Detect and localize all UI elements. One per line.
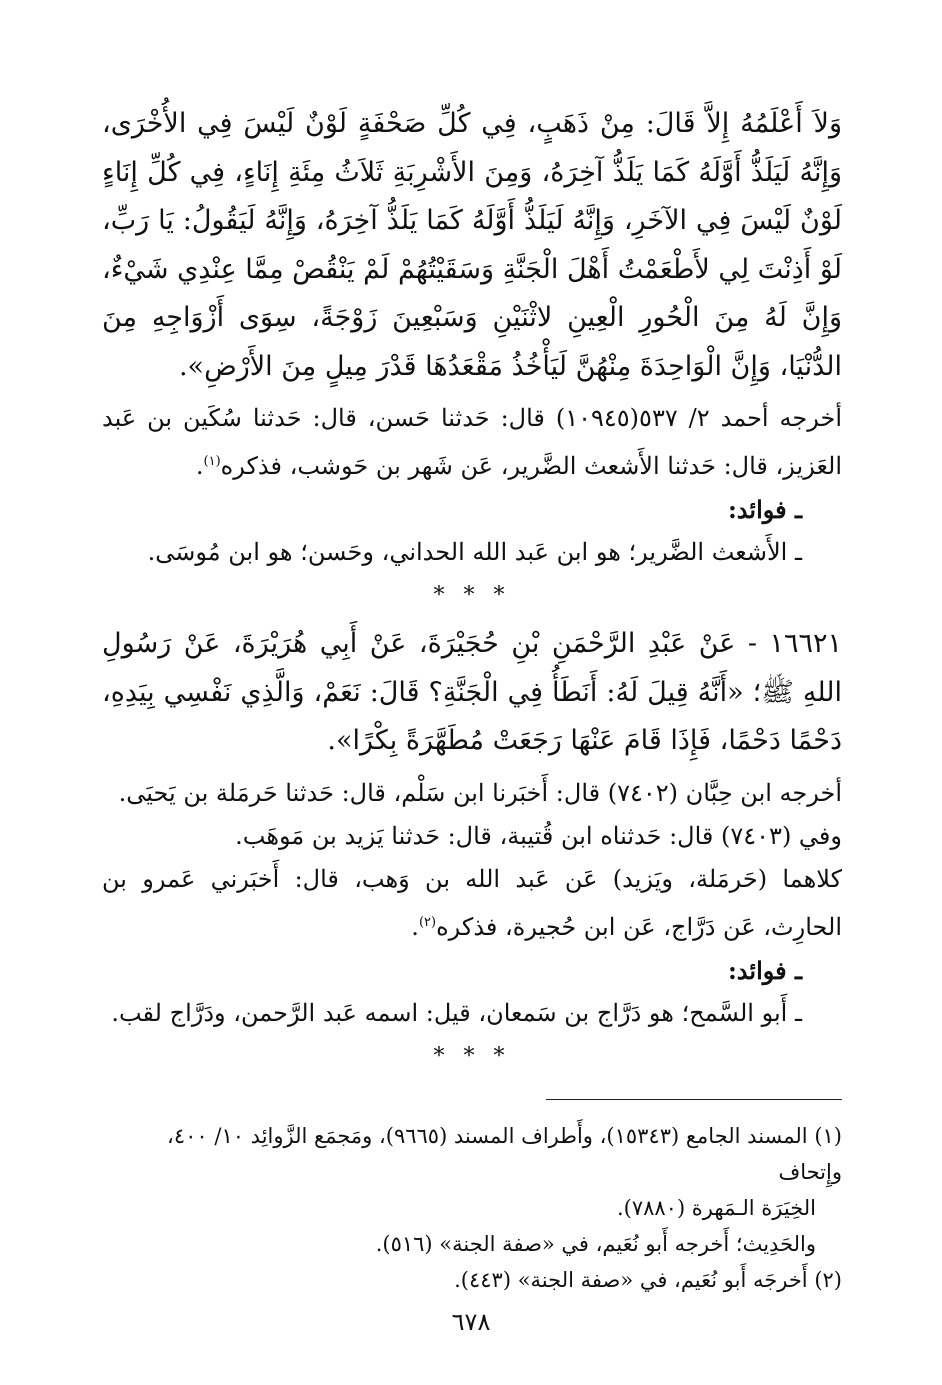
- fawaid-heading-2: ـ فوائد:: [727, 955, 802, 985]
- footnote-divider: [546, 1099, 842, 1100]
- hadith-continuation: وَلاَ أَعْلَمُهُ إِلاَّ قَالَ: مِنْ ذَهَبٍ، فِي كُلِّ صَحْفَةٍ لَوْنٌ لَيْسَ فِي الأُخْرَى، وَإِنَّهُ لَيَلَذُّ أَوَّلَهُ كَمَا يَلَذُّ آخِرَهُ، وَمِنَ الأَشْرِبَةِ ثَلاَثُ مِئَةِ إِنَاءٍ، فِي كُلِّ إِنَاءٍ لَوْنٌ لَيْسَ فِي الآخَرِ، وَإِنَّهُ لَيَلَذُّ أَوَّلَهُ كَمَا يَلَذُّ آخِرَهُ، وَإِنَّهُ لَيَقُولُ: يَا رَبِّ، لَوْ أَذِنْتَ لِي لأَطْعَمْتُ أَهْلَ الْجَنَّةِ وَسَقَيْتُهُمْ لَمْ يَنْقُصْ مِمَّا عِنْدِي شَيْءٌ، وَإِنَّ لَهُ مِنَ الْحُورِ الْعِينِ لاثْنَيْنِ وَسَبْعِينَ زَوْجَةً، سِوَى أَزْوَاجِهِ مِنَ الدُّنْيَا، وَإِنَّ الْوَاحِدَةَ مِنْهُنَّ لَيَأْخُذُ مَقْعَدُهَا قَدْرَ مِيلٍ مِنَ الأَرْضِ».: [102, 108, 842, 382]
- footnote-ref-1[interactable]: (١): [203, 454, 221, 469]
- takhrij-line-2: وفي (٧٤٠٣) قال: حَدثناه ابن قُتيبة، قال: حَدثنا يَزيد بن مَوهَب.: [235, 821, 842, 850]
- footnote-ref-2[interactable]: (٢): [418, 914, 437, 930]
- section-separator: * * *: [433, 583, 511, 608]
- page-number: ٦٧٨: [451, 1308, 491, 1336]
- hadith-16621: ١٦٦٢١ - عَنْ عَبْدِ الرَّحْمَنِ بْنِ حُجَيْرَةَ، عَنْ أَبِي هُرَيْرَةَ، عَنْ رَسُولِ اللهِ ﷺ؛ «أَنَّهُ قِيلَ لَهُ: أَنَطَأُ فِي الْجَنَّةِ؟ قَالَ: نَعَمْ، وَالَّذِي نَفْسِي بِيَدِهِ، دَحْمًا دَحْمًا، فَإِذَا قَامَ عَنْهَا رَجَعَتْ مُطَهَّرَةً بِكْرًا».: [102, 628, 842, 756]
- takhrij-paragraph-1: أخرجه أحمد ٢/ ٥٣٧(١٠٩٤٥) قال: حَدثنا حَسن، قال: حَدثنا سُكَين بن عَبد العَزيز، قال: حَدثنا الأَشعث الضَّرير، عَن شَهر بن حَوشب، فذكره$^{(١)}$.: [102, 404, 842, 480]
- fawaid-heading-1: ـ فوائد:: [727, 495, 802, 524]
- takhrij-text: كلاهما (حَرمَلة، ويَزيد) عَن عَبد الله بن وَهب، قال: أَخبَرني عَمرو بن الحارِث، عَن دَرَّاج، عَن ابن حُجيرة، فذكره: [102, 864, 842, 941]
- takhrij-line-1: أخرجه ابن حِبَّان (٧٤٠٢) قال: أَخبَرنا ابن سَلْم، قال: حَدثنا حَرمَلة بن يَحيَى.: [118, 778, 842, 807]
- fawaid-line-1: ـ الأَشعث الضَّرير؛ هو ابن عَبد الله الحداني، وحَسن؛ هو ابن مُوسَى.: [147, 538, 802, 566]
- takhrij-paragraph-2: كلاهما (حَرمَلة، ويَزيد) عَن عَبد الله بن وَهب، قال: أَخبَرني عَمرو بن الحارِث، عَن دَرَّاج، عَن ابن حُجيرة، فذكره$^{(٢)}$.: [102, 864, 842, 941]
- takhrij-text: أخرجه أحمد ٢/ ٥٣٧(١٠٩٤٥) قال: حَدثنا حَسن، قال: حَدثنا سُكَين بن عَبد العَزيز، قال: حَدثنا الأَشعث الضَّرير، عَن شَهر بن حَوشب، فذكره: [102, 404, 842, 480]
- footnote-1: (١) المسند الجامع (١٥٣٤٣)، وأَطراف المسند (٩٦٦٥)، ومَجمَع الزَّوائِد ١٠/ ٤٠٠، وإِتحاف: [167, 1123, 842, 1184]
- fawaid-line-2: ـ أَبو السَّمح؛ هو دَرَّاج بن سَمعان، قيل: اسمه عَبد الرَّحمن، ودَرَّاج لقب.: [111, 998, 802, 1027]
- footnote-1-continued: الخِيَرَة الـمَهرة (٧٨٨٠).: [616, 1195, 816, 1220]
- footnote-1-note: والحَدِيث؛ أَخرجه أَبو نُعَيم، في «صفة الجنة» (٥١٦).: [375, 1231, 816, 1256]
- section-separator: * * *: [433, 1043, 511, 1069]
- footnote-2: (٢) أَخرجَه أَبو نُعَيم، في «صفة الجنة» (٤٤٣).: [454, 1267, 842, 1292]
